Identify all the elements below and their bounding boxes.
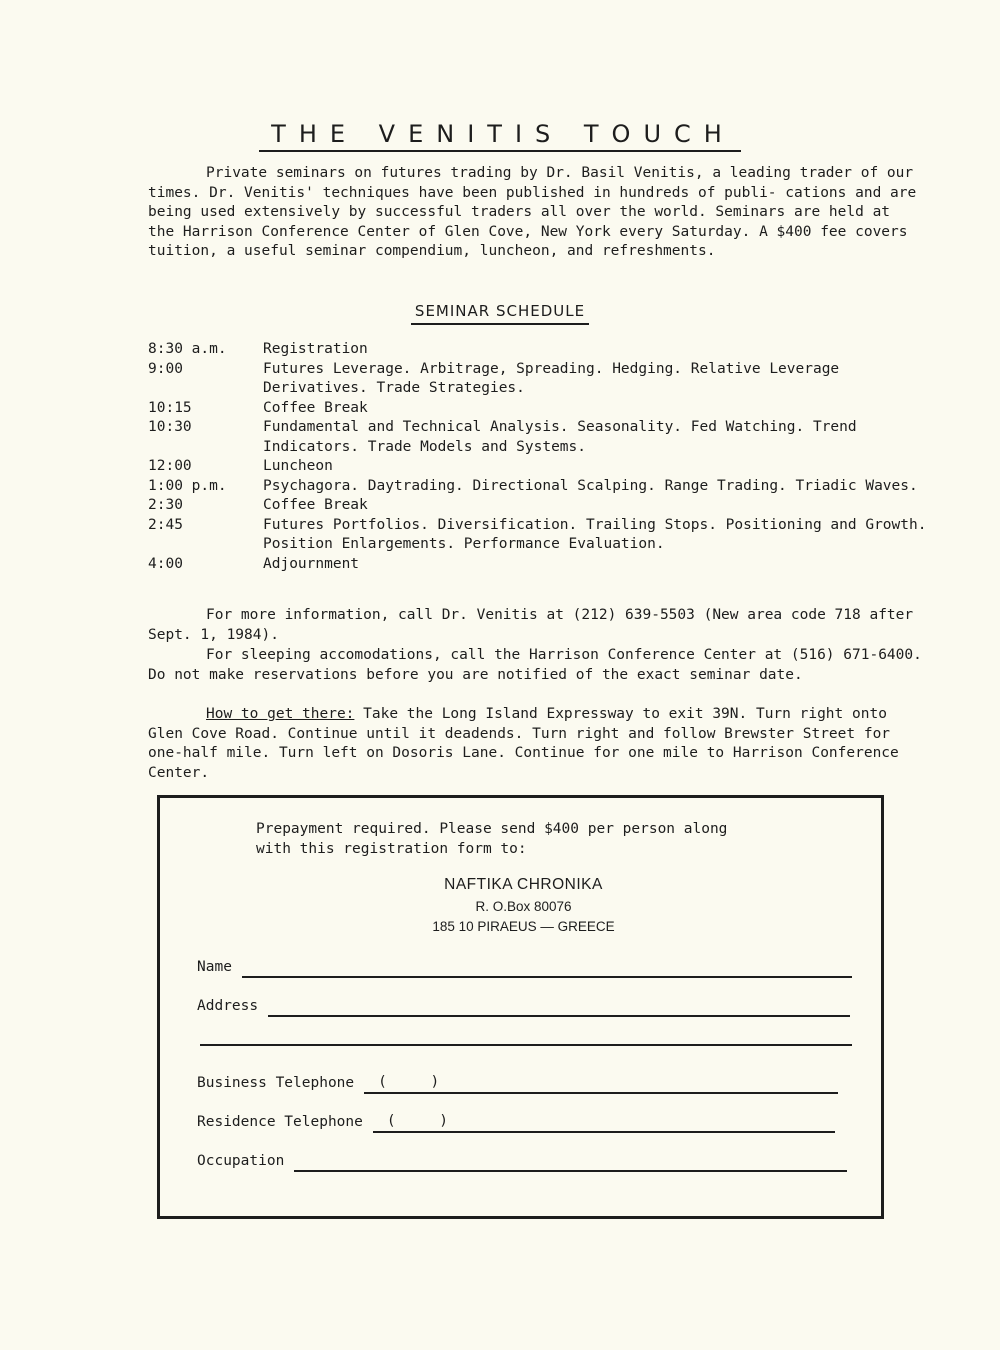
schedule-desc: Coffee Break [263, 497, 368, 513]
address-field[interactable] [197, 997, 850, 1017]
schedule-time: 2:45 [148, 516, 183, 533]
intro-paragraph: Private seminars on futures trading by Dr. Basil Venitis, a leading trader of our times. Dr. Venitis' techniques have been published in hundreds of publi- cations and are being used extensively by successful traders all over the world. Seminars are held at the Harrison Conference Center of Glen Cove, New York every Saturday. A $400 fee covers tuition, a useful seminar compendium, luncheon, and refreshments. [148, 165, 925, 259]
directions-label: How to get there: [206, 706, 355, 722]
business-telephone-label: Business Telephone [197, 1075, 355, 1091]
schedule-time: 2:30 [148, 497, 183, 513]
schedule-row [148, 516, 928, 555]
schedule-row [148, 457, 928, 477]
schedule-time: 10:15 [148, 399, 192, 416]
schedule-time: 12:00 [148, 458, 192, 474]
schedule-desc: Adjournment [263, 555, 360, 572]
schedule-desc: Futures Portfolios. Diversification. Trailing Stops. Positioning and Growth. Position Enlargements. Performance Evaluation. [263, 516, 927, 552]
info-sleep-paragraph: For sleeping accomodations, call the Harrison Conference Center at (516) 671-6400. Do not make reservations before you are notified of the exact seminar date. [148, 647, 931, 683]
schedule-time: 4:00 [148, 555, 183, 572]
schedule-row [148, 399, 928, 419]
schedule-desc: Fundamental and Technical Analysis. Seasonality. Fed Watching. Trend Indicators. Trade Models and Systems. [263, 419, 857, 455]
schedule-time: 10:30 [148, 419, 192, 435]
document-title: THE VENITIS TOUCH [0, 120, 1000, 148]
schedule-row [148, 477, 928, 497]
residence-telephone-label: Residence Telephone [197, 1114, 363, 1130]
schedule-desc: Registration [263, 341, 368, 357]
occupation-field[interactable] [197, 1152, 847, 1172]
schedule-time: 9:00 [148, 360, 183, 377]
schedule-table [148, 340, 928, 574]
residence-area-code-parens: ( ) [386, 1113, 448, 1129]
schedule-heading: SEMINAR SCHEDULE [0, 302, 1000, 320]
address-city: 185 10 PIRAEUS — GREECE [432, 919, 615, 934]
address-po-box: R. O.Box 80076 [475, 899, 572, 914]
business-telephone-input-line[interactable] [364, 1074, 838, 1094]
directions-paragraph [148, 705, 924, 783]
schedule-row [148, 418, 928, 457]
occupation-label: Occupation [197, 1153, 285, 1169]
business-telephone-field[interactable] [197, 1074, 838, 1094]
schedule-desc: Futures Leverage. Arbitrage, Spreading. Hedging. Relative Leverage Derivatives. Trade Strategies. [263, 360, 840, 396]
occupation-input-line[interactable] [294, 1156, 847, 1172]
name-label: Name [197, 959, 232, 975]
address-second-line[interactable] [200, 1044, 852, 1046]
schedule-desc: Luncheon [263, 458, 333, 474]
schedule-row [148, 360, 928, 399]
schedule-desc: Coffee Break [263, 399, 368, 416]
info-call-paragraph: For more information, call Dr. Venitis at (212) 639-5503 (New area code 718 after Sept. 1, 1984). [148, 607, 922, 643]
schedule-desc: Psychagora. Daytrading. Directional Scalping. Range Trading. Triadic Waves. [263, 477, 918, 494]
residence-telephone-input-line[interactable] [373, 1113, 835, 1133]
schedule-row [148, 496, 928, 516]
schedule-time: 8:30 a.m. [148, 341, 227, 357]
address-label: Address [197, 998, 259, 1014]
directions-text: Take the Long Island Expressway to exit 39N. Turn right onto Glen Cove Road. Continue until it deadends. Turn right and follow Brewster Street for one-half mile. Turn left on Dosoris Lane. Continue for one mile to Harrison Conference Center. [148, 706, 908, 781]
schedule-time: 1:00 p.m. [148, 477, 227, 494]
prepay-note: Prepayment required. Please send $400 per person along with this registration form to: [256, 821, 728, 857]
address-org-name: NAFTIKA CHRONIKA [444, 876, 603, 893]
schedule-row [148, 555, 928, 575]
residence-telephone-field[interactable] [197, 1113, 835, 1133]
business-area-code-parens: ( ) [378, 1074, 440, 1090]
schedule-row [148, 340, 928, 360]
registration-form [157, 795, 884, 1219]
name-field[interactable] [197, 958, 852, 978]
address-input-line[interactable] [268, 1001, 850, 1017]
name-input-line[interactable] [242, 962, 852, 978]
